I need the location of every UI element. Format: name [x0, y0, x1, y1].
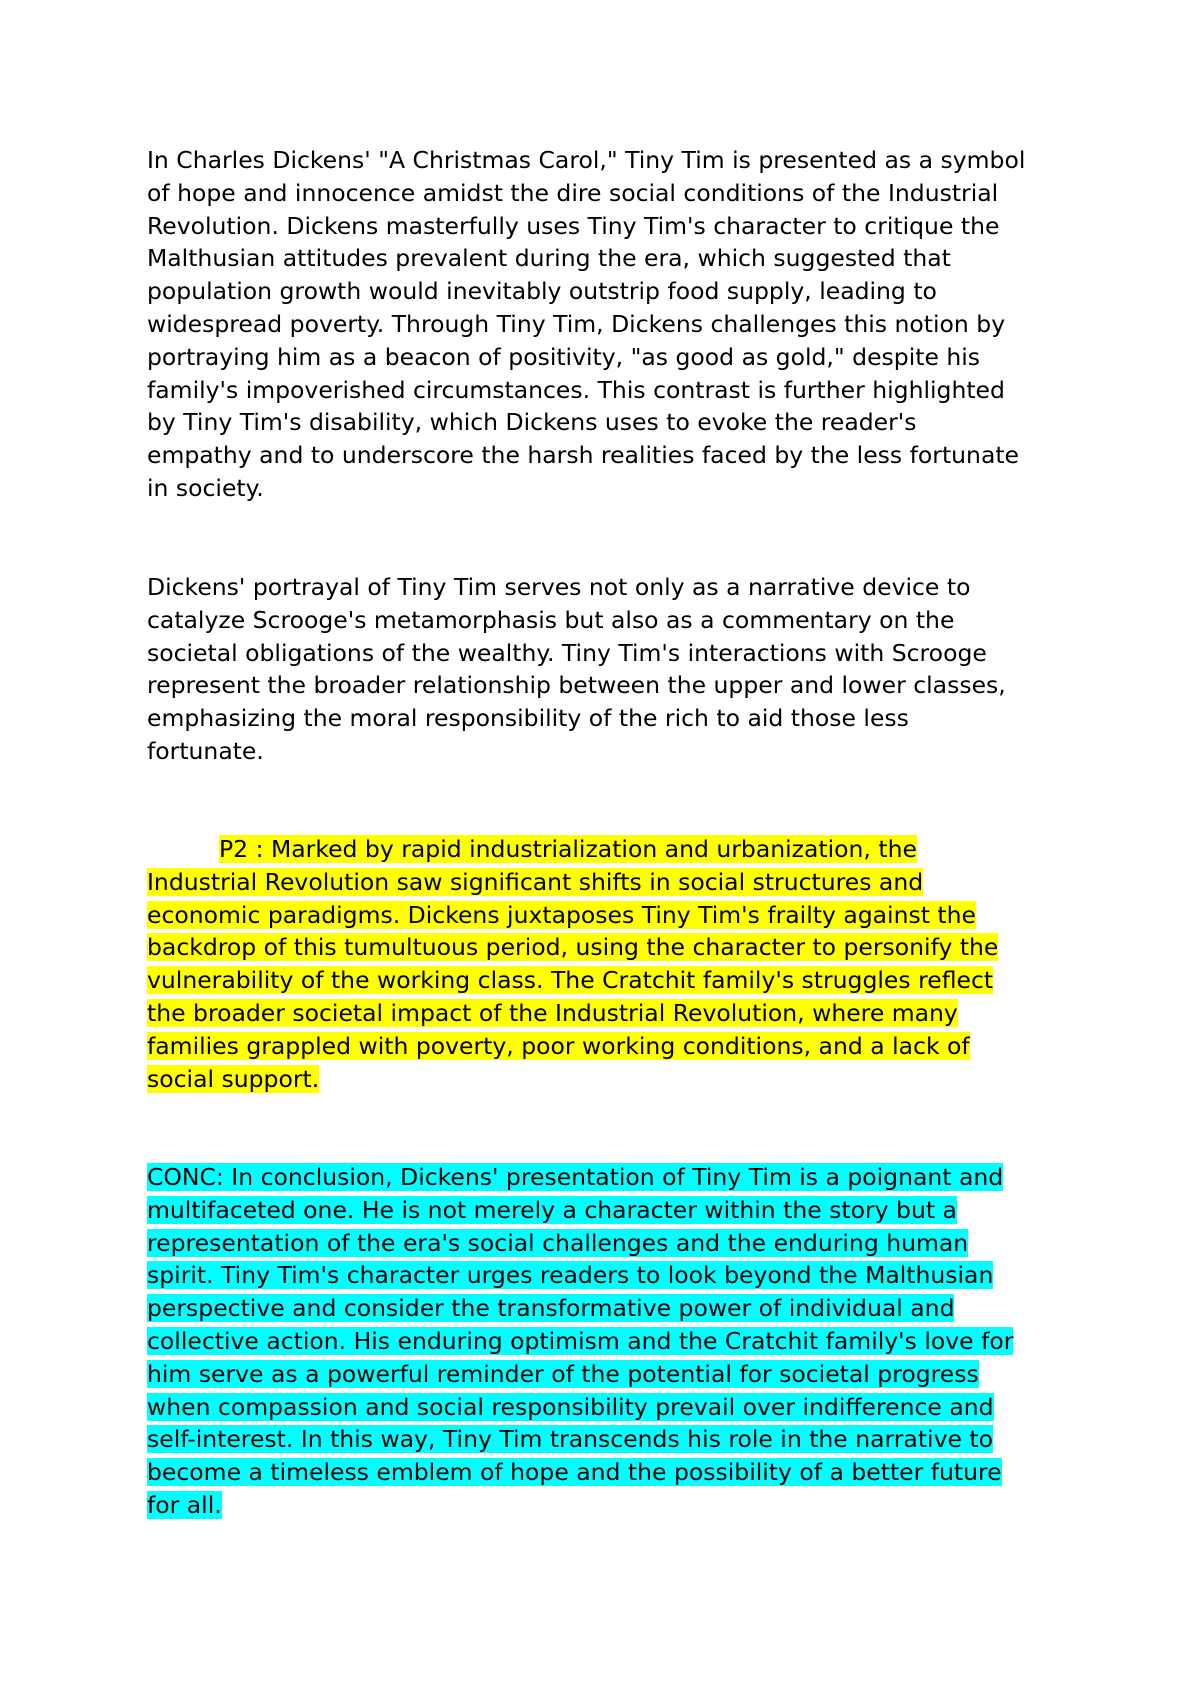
highlighted-text: for all.	[147, 1490, 222, 1519]
paragraph-line	[147, 997, 1067, 1030]
paragraph-line: Dickens' portrayal of Tiny Tim serves not only as a narrative device to	[147, 573, 971, 601]
paragraph-line: represent the broader relationship between the upper and lower classes,	[147, 671, 1006, 700]
paragraph-line	[147, 899, 1067, 932]
paragraph-line	[147, 1227, 1067, 1260]
highlighted-text: the broader societal impact of the Industrial Revolution, where many	[147, 998, 958, 1027]
highlighted-text: collective action. His enduring optimism and the Cratchit family's love for	[147, 1326, 1014, 1355]
highlighted-text: families grappled with poverty, poor working conditions, and a lack of	[147, 1031, 970, 1060]
paragraph-line: of hope and innocence amidst the dire social conditions of the Industrial	[147, 178, 999, 207]
paragraph-line: Revolution. Dickens masterfully uses Tiny Tim's character to critique the	[147, 211, 1000, 240]
highlighted-text: self-interest. In this way, Tiny Tim transcends his role in the narrative to	[147, 1425, 993, 1454]
highlighted-text: backdrop of this tumultuous period, using the character to personify the	[147, 933, 999, 962]
paragraph-line: Malthusian attitudes prevalent during the era, which suggested that	[147, 244, 951, 273]
paragraph-line: societal obligations of the wealthy. Tiny Tim's interactions with Scrooge	[147, 638, 987, 667]
highlighted-text: multifaceted one. He is not merely a character within the story but a	[147, 1195, 957, 1224]
paragraph-line	[147, 1489, 1067, 1522]
paragraph-line	[147, 1030, 1067, 1063]
highlighted-text: representation of the era's social challenges and the enduring human	[147, 1228, 969, 1257]
highlighted-text: him serve as a powerful reminder of the potential for societal progress	[147, 1359, 979, 1388]
paragraph-line	[147, 1456, 1067, 1489]
paragraph-body	[147, 571, 1067, 768]
highlighted-text: spirit. Tiny Tim's character urges readers to look beyond the Malthusian	[147, 1261, 994, 1290]
paragraph-line	[147, 1292, 1067, 1325]
paragraph-conclusion-highlighted	[147, 1161, 1067, 1522]
highlighted-text: economic paradigms. Dickens juxtaposes Tiny Tim's frailty against the	[147, 900, 976, 929]
highlighted-text: when compassion and social responsibility prevail over indifference and	[147, 1392, 994, 1421]
paragraph-line	[147, 1325, 1067, 1358]
highlighted-text: Industrial Revolution saw significant shifts in social structures and	[147, 867, 924, 896]
paragraph-line	[147, 964, 1067, 997]
paragraph-line: family's impoverished circumstances. This contrast is further highlighted	[147, 375, 1005, 404]
paragraph-line	[147, 1063, 1067, 1096]
paragraph-line: widespread poverty. Through Tiny Tim, Dickens challenges this notion by	[147, 309, 1006, 338]
highlighted-text: vulnerability of the working class. The Cratchit family's struggles reflect	[147, 966, 994, 995]
paragraph-line: portraying him as a beacon of positivity, "as good as gold," despite his	[147, 342, 981, 371]
paragraph-line	[147, 931, 1067, 964]
highlighted-text: CONC: In conclusion, Dickens' presentation of Tiny Tim is a poignant and	[147, 1163, 1004, 1191]
paragraph-line	[147, 833, 1067, 866]
highlighted-text: P2 : Marked by rapid industrialization and urbanization, the	[219, 835, 917, 863]
paragraph-line: population growth would inevitably outstrip food supply, leading to	[147, 277, 937, 306]
paragraph-line: catalyze Scrooge's metamorphasis but also as a commentary on the	[147, 605, 955, 634]
highlighted-text: become a timeless emblem of hope and the possibility of a better future	[147, 1458, 1002, 1487]
paragraph-line	[147, 1391, 1067, 1424]
paragraph-line	[147, 866, 1067, 899]
paragraph-line	[147, 1259, 1067, 1292]
paragraph-intro	[147, 144, 1067, 505]
paragraph-p2-highlighted	[147, 833, 1067, 1095]
paragraph-line: by Tiny Tim's disability, which Dickens uses to evoke the reader's	[147, 408, 917, 437]
highlighted-text: social support.	[147, 1064, 320, 1093]
paragraph-line: fortunate.	[147, 736, 264, 765]
paragraph-line: In Charles Dickens' "A Christmas Carol," Tiny Tim is presented as a symbol	[147, 146, 1026, 174]
paragraph-line: emphasizing the moral responsibility of the rich to aid those less	[147, 704, 909, 733]
paragraph-line	[147, 1161, 1067, 1194]
paragraph-line	[147, 1358, 1067, 1391]
paragraph-line: in society.	[147, 473, 264, 502]
paragraph-line	[147, 1194, 1067, 1227]
paragraph-line	[147, 1423, 1067, 1456]
highlighted-text: perspective and consider the transformative power of individual and	[147, 1294, 955, 1323]
paragraph-line: empathy and to underscore the harsh realities faced by the less fortunate	[147, 441, 1020, 470]
